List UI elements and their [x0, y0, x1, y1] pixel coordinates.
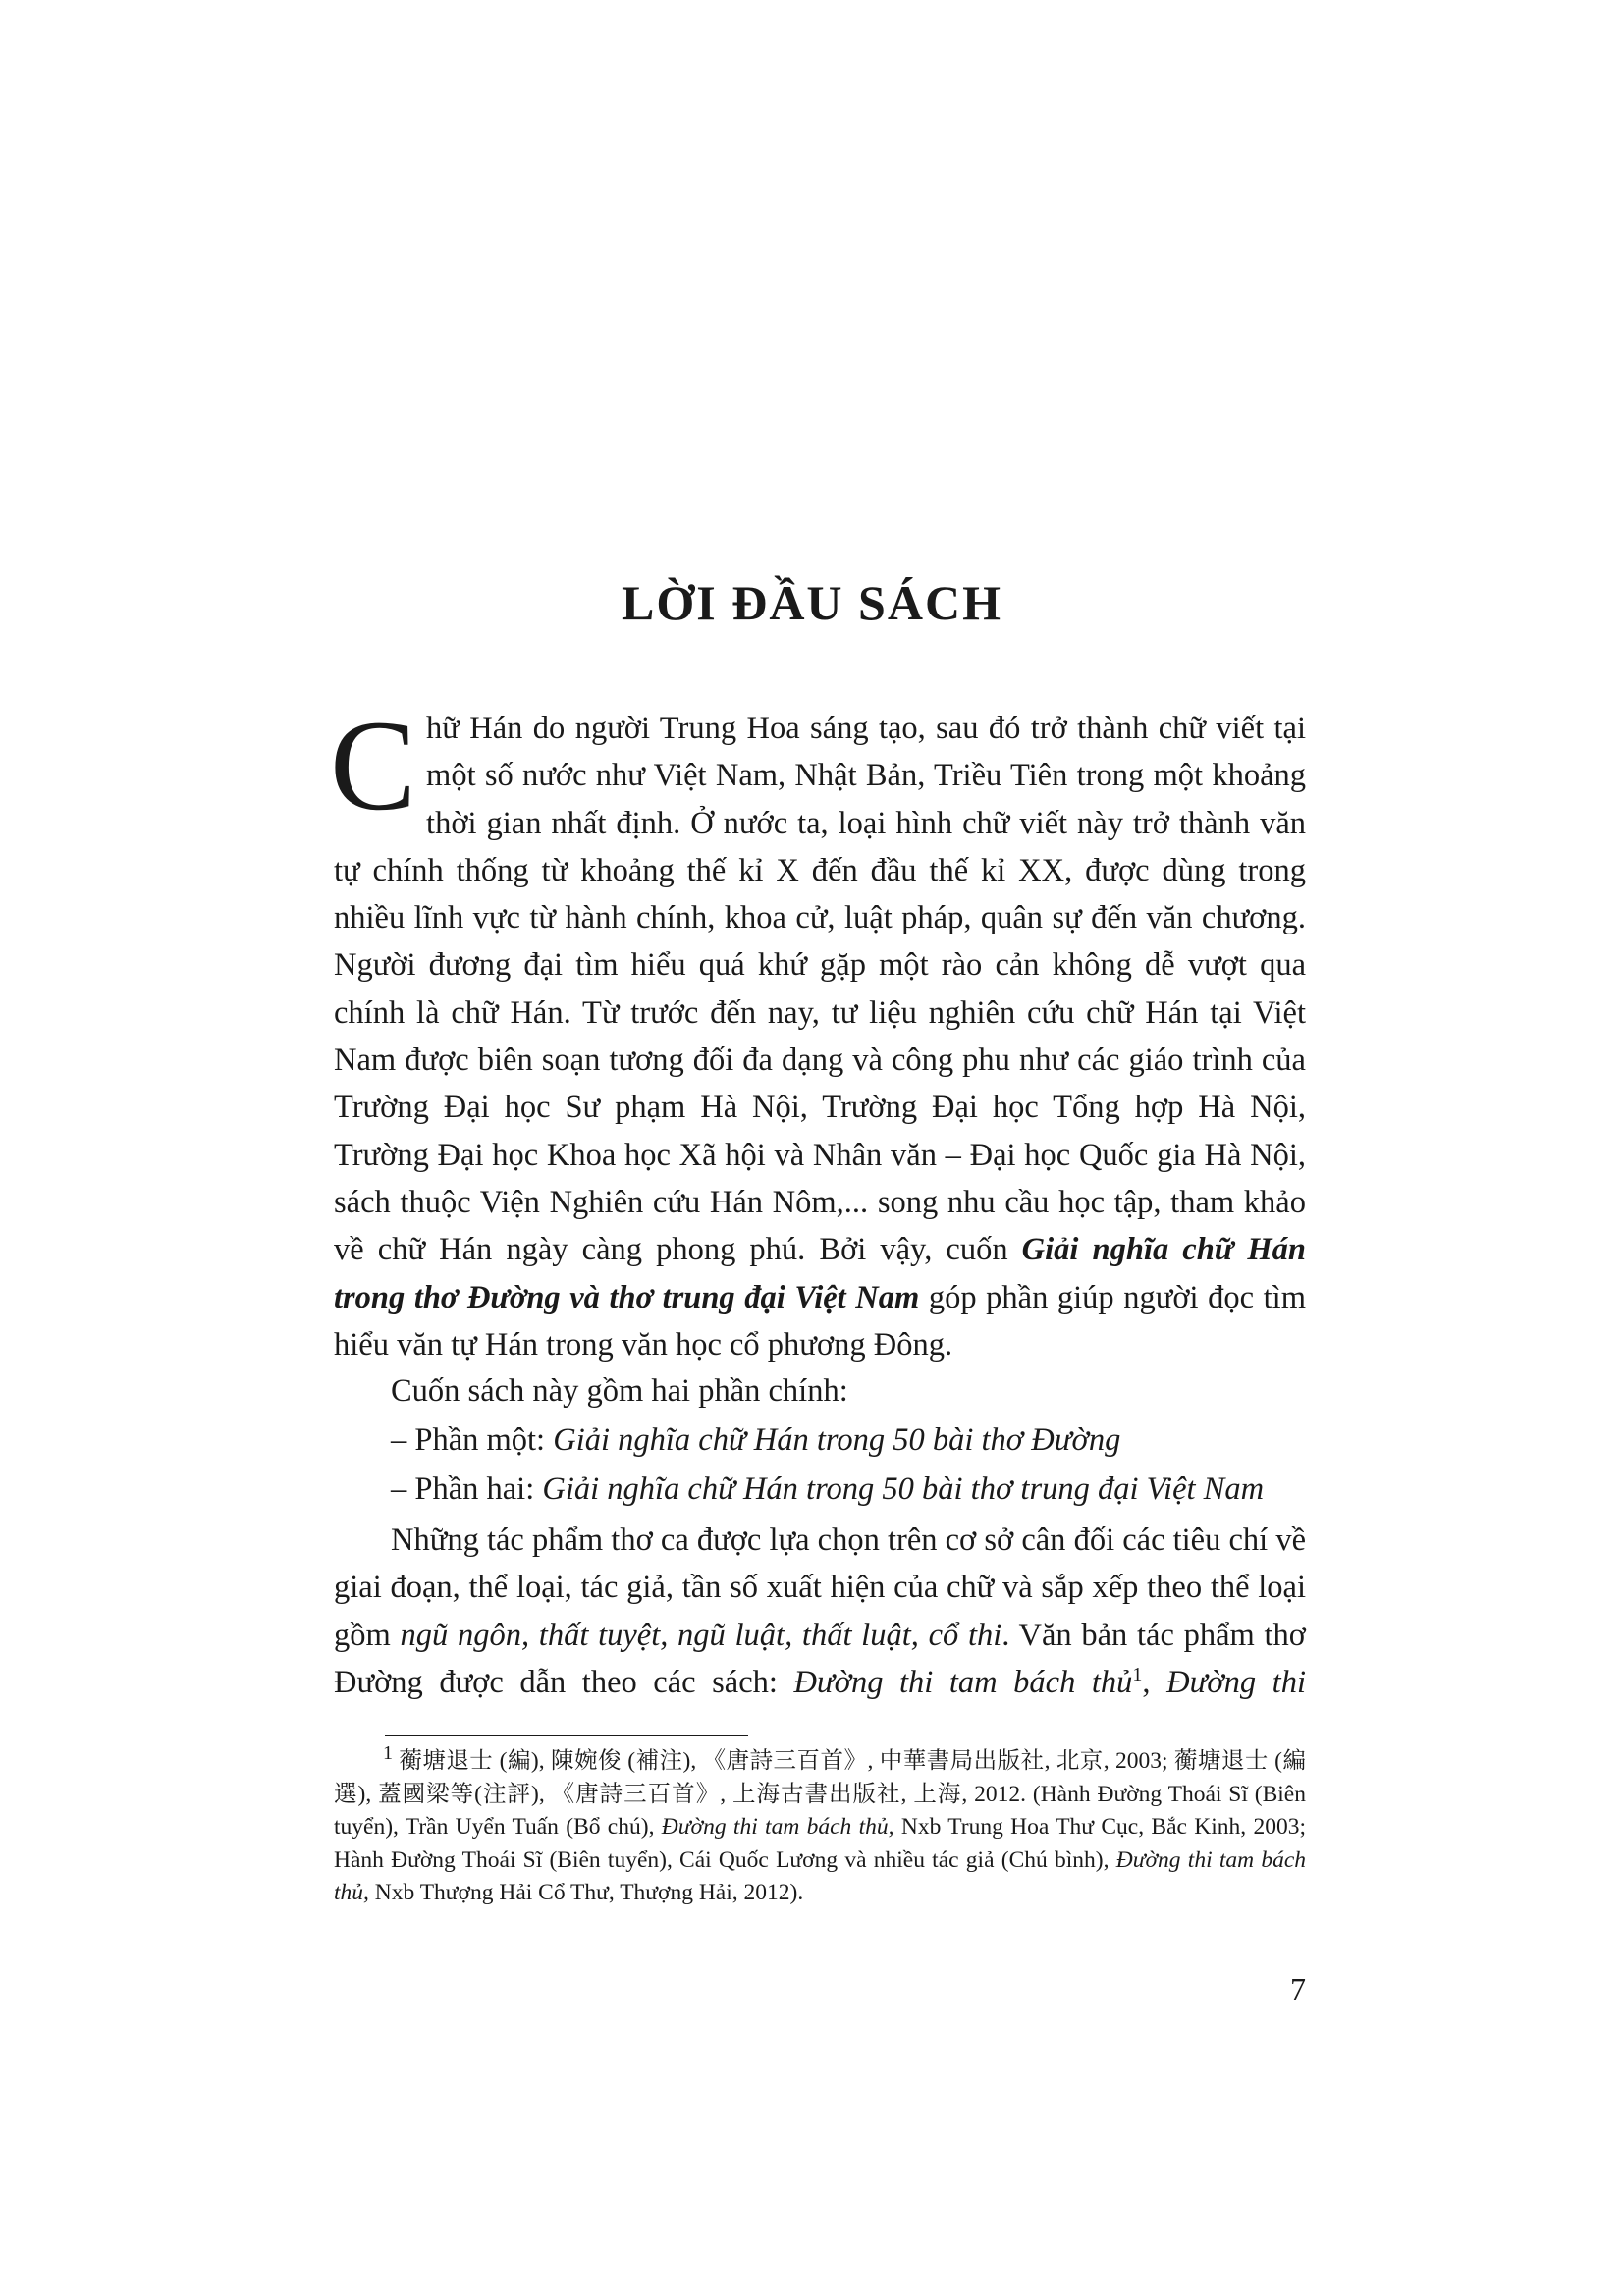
source-title-2: Đường thi — [1166, 1664, 1306, 1700]
part-one — [391, 1416, 1120, 1464]
footnote-source-2: Đường thi tam bách thủ, — [334, 1846, 1306, 1906]
source-title-1: Đường thi tam bách thủ — [793, 1664, 1133, 1700]
footnote-text-end: Nxb Thượng Hải Cổ Thư, Thượng Hải, 2012). — [368, 1880, 804, 1906]
intro-text-end: góp phần giúp người đọc tìm hiểu văn tự Hán trong văn học cổ phương Đông. — [334, 1279, 1306, 1362]
selection-text: Những tác phẩm thơ ca được lựa chọn trên cơ sở cân đối các tiêu chí về giai đoạn, thể loại, tác giả, tần số xuất hiện của chữ và sắp xếp theo thể loại gồm — [334, 1522, 1306, 1653]
genre-list: ngũ ngôn, thất tuyệt, ngũ luật, thất luật, cổ thi — [400, 1617, 1002, 1653]
intro-paragraph — [330, 693, 1306, 1368]
part-one-label: – Phần một: — [391, 1422, 554, 1458]
page-number: 7 — [1290, 1971, 1306, 2006]
book-title: Giải nghĩa chữ Hán trong thơ Đường và thơ trung đại Việt Nam — [334, 1232, 1306, 1315]
footnote-divider — [385, 1735, 748, 1736]
footnote-text: 蘅塘退士 (編), 陳婉俊 (補注), 《唐詩三百首》, 中華書局出版社, 北京, 2003; 蘅塘退士 (編選), 蓋國梁等(注評), 《唐詩三百首》, 上海古書出版社, 上海, 2012. (Hành Đường Thoái Sĩ (Biên tuyển), Trần Uyển Tuấn (Bổ chú), — [334, 1748, 1306, 1841]
footnote-marker: 1 — [383, 1742, 393, 1765]
part-two-name: Giải nghĩa chữ Hán trong 50 bài thơ trung đại Việt Nam — [542, 1471, 1265, 1507]
footnote — [334, 1742, 1306, 1910]
page-title: LỜI ĐẦU SÁCH — [622, 575, 1002, 630]
selection-paragraph — [334, 1517, 1306, 1706]
footnote-source-1: Đường thi tam bách thủ, — [661, 1814, 894, 1841]
footnote-reference[interactable]: 1 — [1132, 1664, 1143, 1686]
drop-cap: C — [330, 693, 417, 837]
selection-text-mid: . Văn bản tác phẩm thơ Đường được dẫn theo các sách: — [334, 1617, 1306, 1700]
part-two-label: – Phần hai: — [391, 1471, 543, 1507]
footnote-text-mid: Nxb Trung Hoa Thư Cục, Bắc Kinh, 2003; Hành Đường Thoái Sĩ (Biên tuyển), Cái Quốc Lương và nhiều tác giả (Chú bình), — [334, 1814, 1306, 1873]
part-two — [391, 1466, 1264, 1513]
structure-lead: Cuốn sách này gồm hai phần chính: — [391, 1373, 848, 1409]
intro-text: hữ Hán do người Trung Hoa sáng tạo, sau đó trở thành chữ viết tại một số nước như Việt Nam, Nhật Bản, Triều Tiên trong một khoảng thời gian nhất định. Ở nước ta, loại hình chữ viết này trở thành văn tự chính thống từ khoảng thế kỉ X đến đầu thế kỉ XX, được dùng trong nhiều lĩnh vực từ hành chính, khoa cử, luật pháp, quân sự đến văn chương. Người đương đại tìm hiểu quá khứ gặp một rào cản không dễ vượt qua chính là chữ Hán. Từ trước đến nay, tư liệu nghiên cứu chữ Hán tại Việt Nam được biên soạn tương đối đa dạng và công phu như các giáo trình của Trường Đại học Sư phạm Hà Nội, Trường Đại học Tổng hợp Hà Nội, Trường Đại học Khoa học Xã hội và Nhân văn – Đại học Quốc gia Hà Nội, sách thuộc Viện Nghiên cứu Hán Nôm,... song nhu cầu học tập, tham khảo về chữ Hán ngày càng phong phú. Bởi vậy, cuốn — [334, 711, 1306, 1268]
separator: , — [1142, 1664, 1167, 1700]
part-one-name: Giải nghĩa chữ Hán trong 50 bài thơ Đường — [553, 1422, 1121, 1458]
